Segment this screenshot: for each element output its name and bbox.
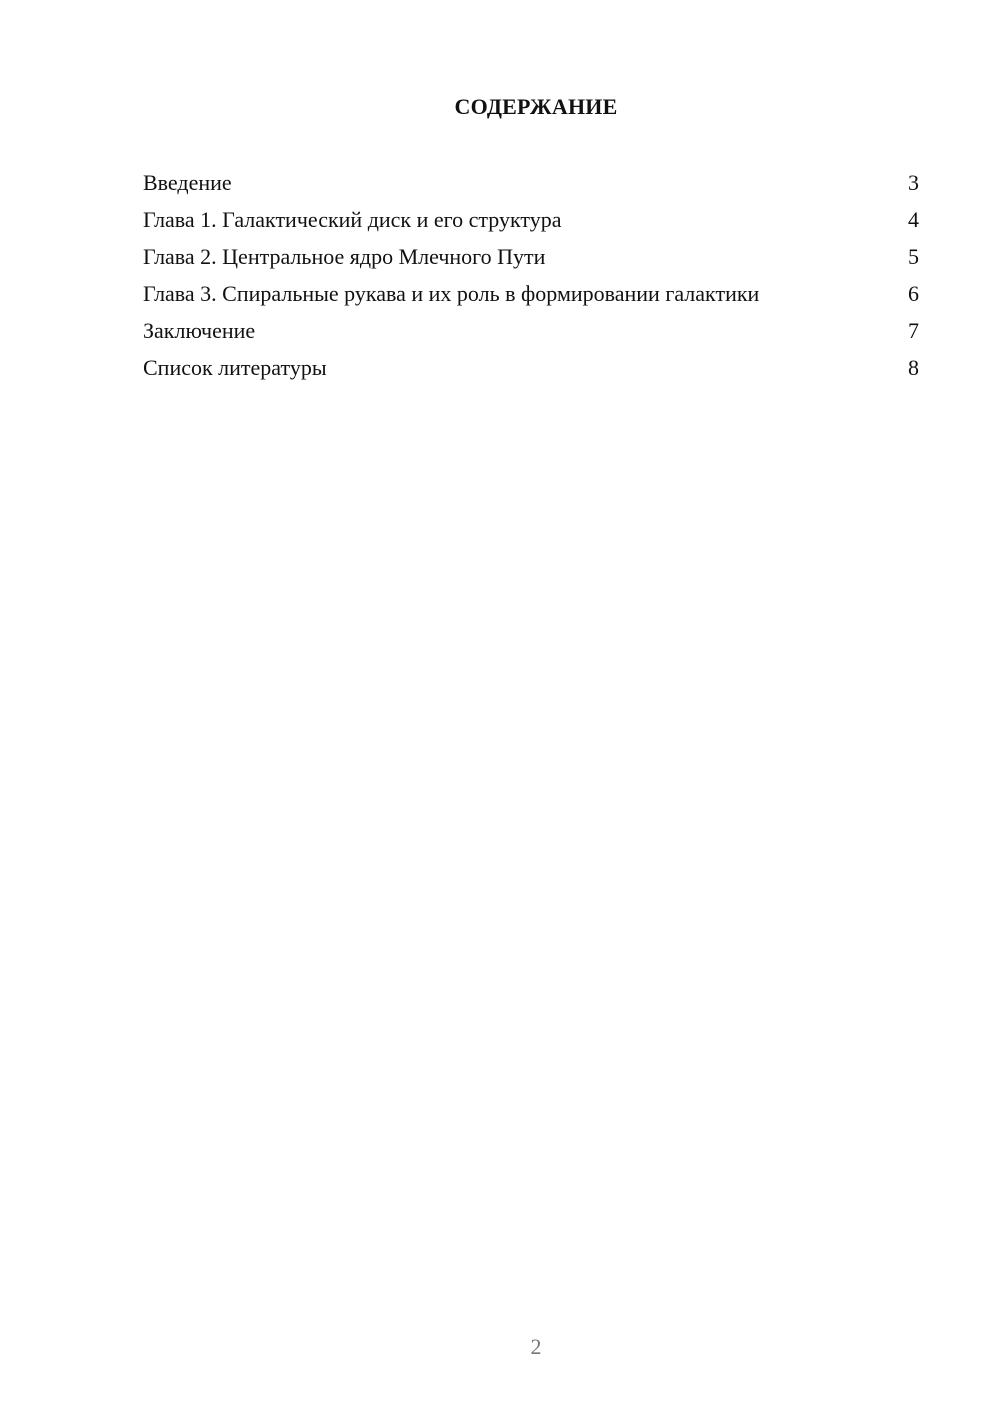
toc-entry-page: 5 [908,244,919,269]
toc-entry-label: Глава 3. Спиральные рукава и их роль в формировании галактики [143,281,760,306]
toc-entry-label: Заключение [143,318,256,343]
toc-list [143,170,919,392]
toc-entry-introduction[interactable] [143,170,919,196]
toc-entry-page: 7 [908,318,919,343]
toc-entry-conclusion[interactable] [143,318,919,344]
toc-entry-page: 8 [908,355,919,380]
toc-entry-page: 3 [908,170,919,195]
toc-entry-chapter-3[interactable] [143,281,919,307]
toc-entry-chapter-2[interactable] [143,244,919,270]
toc-entry-page: 4 [908,207,919,232]
toc-entry-label: Введение [143,170,232,195]
toc-entry-label: Глава 1. Галактический диск и его структура [143,207,562,232]
toc-entry-references[interactable] [143,355,919,381]
toc-entry-page: 6 [908,281,919,306]
toc-entry-chapter-1[interactable] [143,207,919,233]
page-number: 2 [530,1334,542,1359]
toc-entry-label: Список литературы [143,355,327,380]
toc-title: СОДЕРЖАНИЕ [454,94,618,119]
toc-entry-label: Глава 2. Центральное ядро Млечного Пути [143,244,546,269]
